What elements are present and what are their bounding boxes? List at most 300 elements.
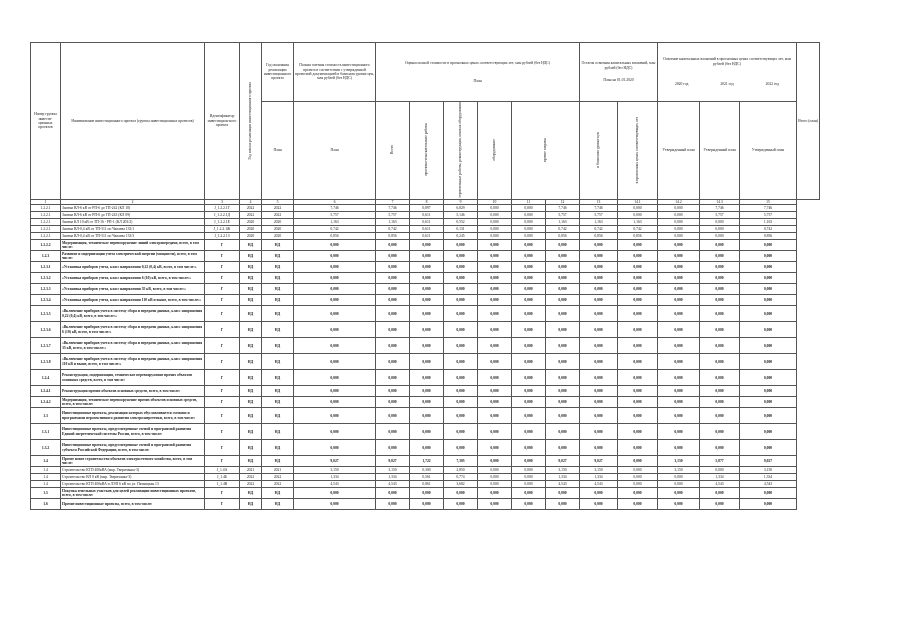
table-cell: 0,000 [478,284,512,295]
table-cell: 2022 [240,212,262,219]
table-cell: 0,000 [294,306,376,322]
table-cell: НД [240,499,262,510]
table-cell: 0,000 [658,408,700,424]
table-row [31,295,820,306]
table-cell: 0,000 [546,295,580,306]
table-cell: НД [240,322,262,338]
table-cell: 0,000 [294,251,376,262]
table-cell: 0,742 [740,226,797,233]
table-cell: 0,000 [478,474,512,481]
header-base-prices: в базисном уровне цен [580,102,618,200]
table-cell: 1.3.1 [31,424,61,440]
table-cell: 0,000 [294,386,376,397]
table-cell: 0,000 [410,262,444,273]
table-cell: 0,000 [410,424,444,440]
table-cell: J_1.2.2.1Г [205,205,240,212]
table-cell: 7,746 [700,205,740,212]
table-cell: 7,746 [294,205,376,212]
table-cell: 0,000 [376,499,410,510]
header-forecast-plan: План [473,79,482,83]
table-cell: Прочее новое строительство объектов электросетевого хозяйства, всего, в том числе: [61,456,205,467]
table-row [31,262,820,273]
table-cell: 0,000 [294,488,376,499]
table-cell: 1.2.2.1 [31,219,61,226]
table-cell: 9,027 [376,456,410,467]
header-forecast-cost-title: Оценка полной стоимости в прогнозных ценах соответствующих лет, млн рублей (без НДС) [405,60,550,65]
table-cell: 0,000 [376,262,410,273]
table-cell: 0,000 [580,306,618,322]
table-cell: 0,000 [478,481,512,488]
table-cell: 0,000 [376,488,410,499]
table-cell: НД [240,424,262,440]
table-row [31,240,820,251]
table-cell: 0,000 [740,295,797,306]
table-cell: 2022 [262,481,294,488]
header-design-works: проектно-изыскательские работы [410,102,444,200]
table-cell: НД [262,488,294,499]
header-years [659,82,795,86]
table-cell: 0,131 [444,226,478,233]
table-cell: 0,000 [410,440,444,456]
table-cell: 0,000 [410,370,444,386]
table-cell: 0,000 [580,386,618,397]
table-cell: 0,000 [512,262,546,273]
table-cell: 9,027 [294,456,376,467]
table-cell: Инвестиционные проекты, предусмотренные схемой и программой развития субъекта Российской Федерации, всего, в том числе: [61,440,205,456]
table-cell: 0,000 [618,273,658,284]
table-cell: 0,000 [700,284,740,295]
table-cell: 0,000 [410,306,444,322]
table-cell: 0,000 [410,338,444,354]
header-group-number: Номер группы инвести-ционных проектов [31,43,61,200]
table-cell: 2022 [240,481,262,488]
header-year-2021: 2021 год [720,82,734,87]
table-cell: Замена ВЛ-6 кВ от РП-6 до ТП-242 (КЛ 10) [61,205,205,212]
column-number: 9 [444,199,478,204]
table-cell: 0,000 [580,284,618,295]
table-cell: 0,742 [580,226,618,233]
table-cell: 0,000 [658,370,700,386]
table-cell: 0,000 [546,408,580,424]
table-cell: 1.5 [31,488,61,499]
table-cell: 2022 [262,474,294,481]
table-cell: 0,000 [658,205,700,212]
table-cell: 0,000 [512,338,546,354]
table-cell: НД [240,354,262,370]
table-cell: 2020 [240,219,262,226]
table-cell: 0,000 [376,440,410,456]
table-cell: 0,000 [376,338,410,354]
table-cell: НД [262,397,294,408]
table-cell: 0,000 [546,251,580,262]
table-cell: 0,000 [376,386,410,397]
table-cell: НД [262,295,294,306]
table-row [31,397,820,408]
table-cell: 0,000 [740,440,797,456]
table-cell: 0,000 [740,240,797,251]
table-cell: Прочие инвестиционные проекты, всего, в том числе: [61,499,205,510]
table-cell: НД [240,488,262,499]
table-cell: 2022 [262,212,294,219]
table-cell: 0,000 [478,354,512,370]
table-cell: 0,000 [700,488,740,499]
table-cell: 0,000 [546,240,580,251]
header-end-year: Год окончания реализации инвестиционного проекта [262,43,294,102]
header-year-2022: 2022 год [765,82,779,87]
column-number: 14.3 [700,199,740,204]
table-cell: 0,000 [580,338,618,354]
table-cell: 0,000 [512,440,546,456]
column-number: 7 [376,199,410,204]
table-row [31,354,820,370]
table-cell: 0,000 [580,499,618,510]
table-cell: НД [240,295,262,306]
column-number: 5 [262,199,294,204]
table-cell: 0,000 [546,488,580,499]
table-cell: 0,000 [546,284,580,295]
table-cell: 0,552 [444,219,478,226]
table-cell: 1.3.2 [31,440,61,456]
table-cell: 0,000 [444,273,478,284]
table-cell: 7,746 [580,205,618,212]
table-cell: 0,000 [580,370,618,386]
table-cell: НД [262,370,294,386]
table-cell: 2020 [262,219,294,226]
table-cell: 0,000 [512,295,546,306]
table-cell: Г [205,488,240,499]
table-cell: 0,000 [618,488,658,499]
table-cell: 0,000 [444,322,478,338]
table-cell: 1,163 [618,219,658,226]
table-cell: 0,742 [618,226,658,233]
table-cell: 0,000 [618,306,658,322]
table-row [31,306,820,322]
table-cell: 1.2.3 [31,251,61,262]
header-capex-title: Освоение капитальных вложений в прогнозных ценах соответствующих лет, млн рублей (без НДС) [663,57,791,66]
table-cell: 0,000 [512,386,546,397]
table-cell: 0,300 [410,467,444,474]
table-cell: 1.3 [31,408,61,424]
column-number: 14.1 [618,199,658,204]
table-cell: Развитие и модернизация учета электрической энергии (мощности), всего, в том числе: [61,251,205,262]
table-cell: 0,000 [376,284,410,295]
table-cell: 0,000 [444,424,478,440]
table-cell: 0,000 [444,284,478,295]
table-cell: 0,000 [478,306,512,322]
table-cell: 0,000 [658,240,700,251]
table-cell: НД [240,338,262,354]
table-cell: 0,000 [444,354,478,370]
header-remaining-title: Остаток освоения капитальных вложений, млн рублей (без НДС) [581,61,656,70]
header-forecast-prices: в прогнозных ценах соответствующих лет [618,102,658,200]
table-cell: 1.2.3.5 [31,306,61,322]
table-cell: НД [240,456,262,467]
table-cell: 0,000 [376,273,410,284]
table-cell: 4,543 [700,481,740,488]
table-cell: 1.4 [31,474,61,481]
table-cell: НД [240,273,262,284]
table-row [31,386,820,397]
table-cell: Г [205,306,240,322]
table-cell: 0,000 [512,284,546,295]
table-cell: 0,000 [294,370,376,386]
table-cell: 0,000 [658,481,700,488]
table-cell: Замена ВЛ-0,4 кВ от ТП-511 по Чапаева 133/3 [61,233,205,240]
table-cell: 0,000 [410,284,444,295]
table-cell: 0,000 [700,233,740,240]
table-cell: 0,000 [478,212,512,219]
table-cell: 0,000 [618,251,658,262]
table-cell: НД [262,240,294,251]
table-row [31,424,820,440]
table-cell: 0,000 [546,354,580,370]
header-other-costs: прочие затраты [512,102,580,200]
table-cell: «Включение приборов учета в систему сбора и передачи данных, класс напряжения 35 кВ, всего, в том числе:» [61,338,205,354]
table-cell: 0,000 [478,262,512,273]
table-cell: 3,150 [294,467,376,474]
table-cell: 0,000 [512,212,546,219]
table-cell: 9,027 [740,456,797,467]
table-row [31,440,820,456]
table-cell: 0,000 [658,338,700,354]
table-cell: 0,000 [410,240,444,251]
table-cell: Г [205,322,240,338]
table-cell: 0,000 [580,262,618,273]
table-cell: 0,856 [376,233,410,240]
table-cell: 1,334 [294,474,376,481]
table-cell: НД [240,386,262,397]
header-plan-year: План [262,102,294,200]
table-cell: 0,000 [618,397,658,408]
table-cell: 0,000 [658,284,700,295]
column-number: 11 [512,199,546,204]
table-cell: 0,611 [410,219,444,226]
table-cell: 0,000 [740,386,797,397]
table-cell: 1,334 [700,474,740,481]
table-cell: 7,746 [740,205,797,212]
table-cell: 1.2.3.8 [31,354,61,370]
table-cell: 0,000 [700,440,740,456]
table-cell: 0,000 [580,354,618,370]
table-cell: 0,000 [658,322,700,338]
table-row [31,284,820,295]
table-cell: 0,000 [546,424,580,440]
table-cell: 0,000 [478,205,512,212]
table-cell: 0,000 [700,408,740,424]
table-cell: 0,000 [512,306,546,322]
table-cell: 0,000 [618,467,658,474]
table-cell: НД [240,397,262,408]
table-cell: 0,000 [478,240,512,251]
table-cell: Строительство ВЛ 0 кВ (мкр. Тверичанка-3) [61,474,205,481]
table-cell: 0,000 [740,499,797,510]
table-cell: 0,000 [478,424,512,440]
table-cell: Инвестиционные проекты, реализация которых обуславливается схемами и программами перспективного развития электроэнергетики, всего, в том числе: [61,408,205,424]
table-cell: 0,000 [444,251,478,262]
table-cell: 0,000 [740,284,797,295]
table-cell: 1.2.3.7 [31,338,61,354]
header-approved-2022: Утвержденный план [740,102,797,200]
table-cell: 1.2.4.2 [31,397,61,408]
table-cell: 0,000 [410,488,444,499]
table-row [31,499,820,510]
table-cell: 0,000 [410,354,444,370]
table-cell: 0,000 [410,408,444,424]
investment-table [30,42,820,510]
table-cell: НД [262,456,294,467]
table-cell: 0,000 [376,295,410,306]
table-cell: 1,722 [410,456,444,467]
table-cell: 2022 [240,205,262,212]
table-cell: 0,000 [294,295,376,306]
table-cell: 0,000 [294,499,376,510]
table-cell: 3,150 [740,467,797,474]
table-cell: 0,000 [658,273,700,284]
table-cell: Г [205,338,240,354]
table-cell: 0,000 [700,262,740,273]
table-cell: НД [240,262,262,273]
table-row [31,338,820,354]
table-cell: 0,000 [294,408,376,424]
table-cell: 0,000 [700,306,740,322]
table-cell: J_1.2.2.1З [205,233,240,240]
table-cell: 0,000 [658,474,700,481]
table-cell: 1,163 [546,219,580,226]
table-cell: 1.2.2.1 [31,226,61,233]
table-cell: 0,000 [294,397,376,408]
table-cell: 0,000 [478,499,512,510]
table-cell: «Включение приборов учета в систему сбора и передачи данных, класс напряжения 0,22 (0,4) кВ, всего, в том числе:» [61,306,205,322]
table-cell: 0,000 [618,212,658,219]
table-cell: 0,000 [512,322,546,338]
table-cell: Замена ВЛ-0,4 кВ от ТП-511 по Чапаева 133/1 [61,226,205,233]
table-cell: 0,000 [618,284,658,295]
table-cell: 1,334 [740,474,797,481]
table-cell: Модернизация, техническое перевооружение линий электропередачи, всего, в том числе: [61,240,205,251]
table-cell: 0,000 [294,284,376,295]
table-cell: Г [205,273,240,284]
table-cell: 0,000 [700,273,740,284]
table-cell: 0,000 [618,354,658,370]
table-cell: 0,000 [700,219,740,226]
report-sheet [30,42,820,510]
table-cell: Г [205,354,240,370]
table-cell: 0,000 [658,219,700,226]
table-cell: 1,163 [376,219,410,226]
table-cell: Модернизация, техническое перевооружение прочих объектов основных средств, всего, в том числе: [61,397,205,408]
table-cell: 0,000 [740,251,797,262]
table-cell: 1.2.3.2 [31,273,61,284]
header-plan-cost: План [294,102,376,200]
table-cell: 1.2.3.6 [31,322,61,338]
header-project-id: Идентификатор инвестицион-ного проекта [205,43,240,200]
table-cell: 0,000 [512,273,546,284]
table-cell: 0,000 [512,474,546,481]
table-cell: Г [205,370,240,386]
table-cell: Г [205,424,240,440]
table-cell: 1,163 [580,219,618,226]
table-cell: 0,561 [410,474,444,481]
table-cell: 0,000 [580,440,618,456]
table-cell: НД [262,424,294,440]
table-cell: 0,000 [410,397,444,408]
table-cell: 0,000 [444,306,478,322]
table-cell: 0,000 [546,440,580,456]
header-construction: строительные работы, реконструкция, монтаж оборудования [444,102,478,200]
table-cell: Замена ВЛ-6 кВ от РП-6 до ТП-243 (КЛ 09) [61,212,205,219]
table-cell: 0,000 [478,370,512,386]
header-project-name: Наименование инвестиционного проекта (группы инвестиционных проектов) [61,43,205,200]
table-cell: 1.2.4.1 [31,386,61,397]
table-cell: 1.2.2.1 [31,233,61,240]
table-cell: 2020 [262,233,294,240]
table-cell: Г [205,408,240,424]
table-cell: 0,000 [546,262,580,273]
table-cell: 0,000 [658,306,700,322]
table-cell: 0,000 [700,354,740,370]
table-cell: 0,856 [546,233,580,240]
column-number: 4 [240,199,262,204]
table-cell: 0,000 [294,273,376,284]
table-cell: «Установка приборов учета, класс напряжения 110 кВ и выше, всего, в том числе:» [61,295,205,306]
table-row [31,205,820,212]
table-cell: 0,000 [512,233,546,240]
table-cell: 0,000 [444,370,478,386]
table-cell: 0,000 [410,499,444,510]
table-cell: НД [240,408,262,424]
table-cell: 0,000 [618,386,658,397]
table-cell: 0,000 [478,488,512,499]
table-cell: J_1.2.2.1Д [205,212,240,219]
table-cell: «Установка приборов учета, класс напряжения 6 (10) кВ, всего, в том числе:» [61,273,205,284]
table-cell: 0,000 [410,322,444,338]
table-cell: 0,000 [512,205,546,212]
table-cell: 0,000 [740,273,797,284]
table-cell: 0,000 [512,397,546,408]
table-cell: 0,742 [376,226,410,233]
table-cell: 0,000 [618,322,658,338]
table-cell: 0,000 [580,295,618,306]
table-cell: НД [262,499,294,510]
table-cell: 0,000 [740,338,797,354]
table-cell: 3,150 [658,467,700,474]
column-number: 15 [740,199,797,204]
table-cell: 0,000 [618,481,658,488]
table-cell: 0,000 [546,322,580,338]
table-cell: «Включение приборов учета в систему сбора и передачи данных, класс напряжения 110 кВ и выше, всего, в том числе:» [61,354,205,370]
table-cell: 0,000 [444,499,478,510]
table-cell: 3,150 [658,456,700,467]
table-cell: 0,000 [376,322,410,338]
table-cell: 0,000 [546,386,580,397]
table-cell: 0,000 [580,273,618,284]
table-row [31,488,820,499]
table-cell: 1,163 [740,219,797,226]
table-cell: Г [205,284,240,295]
table-cell: 9,027 [580,456,618,467]
table-cell: 0,000 [294,322,376,338]
table-cell: 0,000 [700,226,740,233]
table-cell: 0,000 [294,424,376,440]
table-cell: Г [205,397,240,408]
column-number: 3 [205,199,240,204]
table-cell: 0,000 [658,424,700,440]
table-cell: 0,000 [546,273,580,284]
table-cell: 0,000 [700,322,740,338]
table-cell: 0,000 [618,499,658,510]
table-cell: 0,000 [740,370,797,386]
header-remaining-plan-date: План на 01.01.2020 [603,78,634,83]
